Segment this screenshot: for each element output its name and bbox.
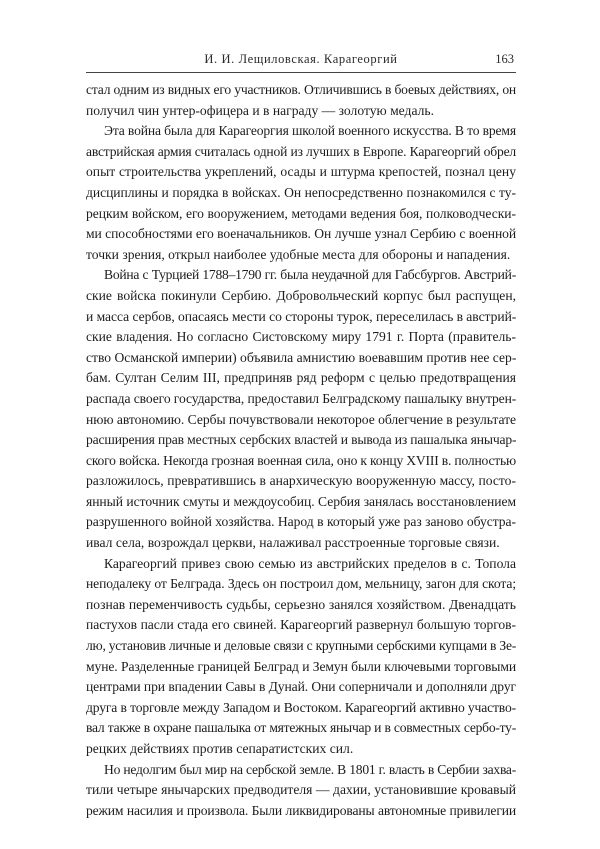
body-text bbox=[86, 80, 516, 821]
running-header bbox=[86, 50, 516, 73]
text-line: ивал села, возрождал церкви, налаживал расстроенные торговые связи. bbox=[86, 535, 500, 551]
text-line: янный источник смуты и междоусобиц. Сербия занялась восстановлением bbox=[86, 493, 516, 509]
text-line: точки зрения, открыл наиболее удобные места для обороны и нападения. bbox=[86, 246, 511, 262]
text-line: пастухов пасли стада его свиней. Карагеоргий развернул большую торгов- bbox=[86, 617, 516, 633]
text-line: австрийская армия считалась одной из лучших в Европе. Карагеоргий обрел bbox=[86, 143, 516, 159]
text-line: режим насилия и произвола. Были ликвидированы автономные привилегии bbox=[86, 802, 516, 818]
text-line: ские войска покинули Сербию. Добровольческий корпус был распущен, bbox=[86, 287, 516, 303]
text-line: Война с Турцией 1788–1790 гг. была неудачной для Габсбургов. Австрий- bbox=[104, 267, 516, 283]
text-line: разрушенного войной хозяйства. Народ в который уже раз заново обустра- bbox=[86, 514, 516, 530]
text-line: опыт строительства укреплений, осады и штурма крепостей, познал цену bbox=[86, 164, 516, 180]
text-line: вал также в охране пашалыка от мятежных янычар и в совместных сербо-ту- bbox=[86, 720, 516, 736]
text-line: рецким войском, его вооружением, методами ведения боя, полководчески- bbox=[86, 205, 516, 221]
text-line: ского войска. Некогда грозная военная сила, оно к концу XVIII в. полностью bbox=[86, 452, 516, 468]
text-line: Но недолгим был мир на сербской земле. В 1801 г. власть в Сербии захва- bbox=[104, 761, 516, 777]
text-line: центрами при впадении Савы в Дунай. Они соперничали и дополняли друг bbox=[86, 679, 516, 695]
text-line: познав переменчивость судьбы, серьезно занялся хозяйством. Двенадцать bbox=[86, 596, 516, 612]
text-line: Эта война была для Карагеоргия школой военного искусства. В то время bbox=[104, 123, 516, 139]
text-line: неподалеку от Белграда. Здесь он построил дом, мельницу, загон для скота; bbox=[86, 576, 516, 592]
text-line: распада своего государства, предоставил Белградскому пашалыку внутрен- bbox=[86, 390, 516, 406]
text-line: ми способностями его военачальников. Он лучше узнал Сербию с военной bbox=[86, 226, 516, 242]
text-line: Карагеоргий привез свою семью из австрийских пределов в с. Топола bbox=[104, 555, 516, 571]
text-line: тили четыре янычарских предводителя — дахии, установившие кровавый bbox=[86, 782, 516, 798]
text-line: стал одним из видных его участников. Отличившись в боевых действиях, он bbox=[86, 82, 516, 97]
text-line: муне. Разделенные границей Белград и Земун были ключевыми торговыми bbox=[86, 658, 516, 674]
text-line: расширения прав местных сербских властей и вывода из пашалыка янычар- bbox=[86, 432, 516, 448]
text-line: нюю автономию. Сербы почувствовали некоторое облегчение в результате bbox=[86, 411, 516, 427]
text-line: ские владения. Но согласно Систовскому миру 1791 г. Порта (правитель- bbox=[86, 329, 516, 345]
text-line: дисциплины и порядка в войсках. Он непосредственно познакомился с ту- bbox=[86, 184, 516, 200]
text-line: лю, установив личные и деловые связи с крупными сербскими купцами в Зе- bbox=[86, 638, 516, 654]
text-line: друга в торговле между Западом и Востоком. Карагеоргий активно участво- bbox=[86, 699, 516, 715]
running-header-title: И. И. Лещиловская. Карагеоргий bbox=[204, 52, 398, 66]
text-line: получил чин унтер-офицера и в награду — золотую медаль. bbox=[86, 102, 434, 118]
text-line: бам. Султан Селим III, предприняв ряд реформ с целью предотвращения bbox=[86, 370, 516, 386]
text-line: рецких действиях против сепаратистских сил. bbox=[86, 741, 354, 756]
text-line: ство Османской империи) объявила амнистию воевавшим против нее сер- bbox=[86, 349, 516, 365]
text-line: разложилось, превратившись в анархическую вооруженную массу, посто- bbox=[86, 473, 516, 489]
text-line: и масса сербов, опасаясь мести со стороны турок, переселилась в австрий- bbox=[86, 308, 516, 324]
page-number: 163 bbox=[495, 52, 514, 66]
